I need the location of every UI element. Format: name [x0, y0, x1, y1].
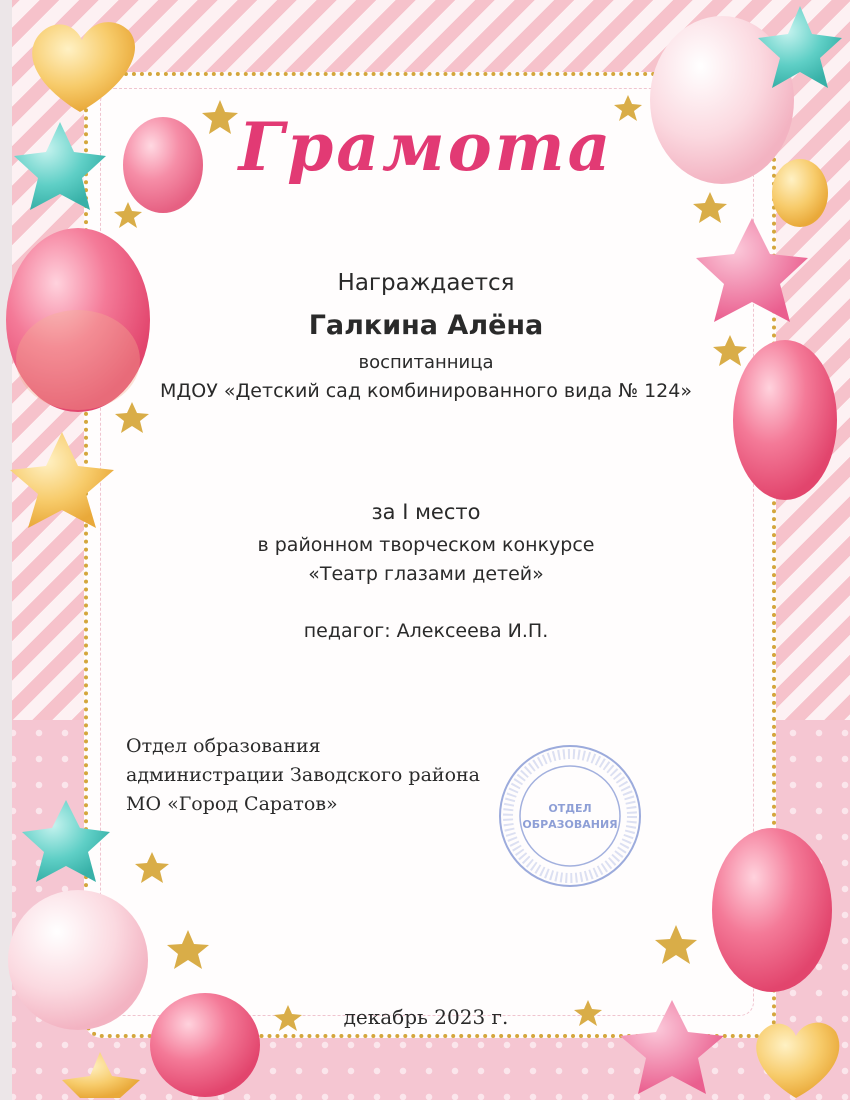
issuer-line-1: Отдел образования: [126, 735, 321, 757]
gold-star-balloon-icon: [10, 432, 114, 528]
gold-heart-balloon-icon: [756, 1023, 839, 1098]
teal-star-balloon-icon: [22, 800, 110, 882]
contest-line: в районном творческом конкурсе: [257, 534, 595, 556]
recipient-name: Галкина Алёна: [308, 310, 544, 341]
svg-text:ОТДЕЛ: ОТДЕЛ: [548, 802, 592, 815]
official-stamp: [496, 742, 644, 890]
gold-star-balloon-icon: [62, 1052, 140, 1098]
gold-heart-balloon-icon: [32, 22, 135, 112]
issuer-line-3: МО «Город Саратов»: [126, 793, 338, 815]
svg-text:ОБРАЗОВАНИЯ: ОБРАЗОВАНИЯ: [522, 818, 618, 831]
certificate-title: Грамота: [238, 108, 614, 186]
issue-date: декабрь 2023 г.: [343, 1005, 509, 1029]
institution-name: МДОУ «Детский сад комбинированного вида № 124»: [160, 380, 692, 402]
gold-balloon-icon: [772, 159, 828, 227]
issuer-line-2: администрации Заводского района: [126, 764, 480, 786]
awarded-label: Награждается: [337, 270, 515, 296]
teacher-line: педагог: Алексеева И.П.: [303, 620, 549, 642]
pink-balloon-icon: [712, 828, 832, 992]
teal-star-balloon-icon: [14, 122, 106, 210]
recipient-role: воспитанница: [358, 352, 494, 373]
place-line: за I место: [371, 500, 481, 524]
contest-name: «Театр глазами детей»: [308, 563, 544, 585]
